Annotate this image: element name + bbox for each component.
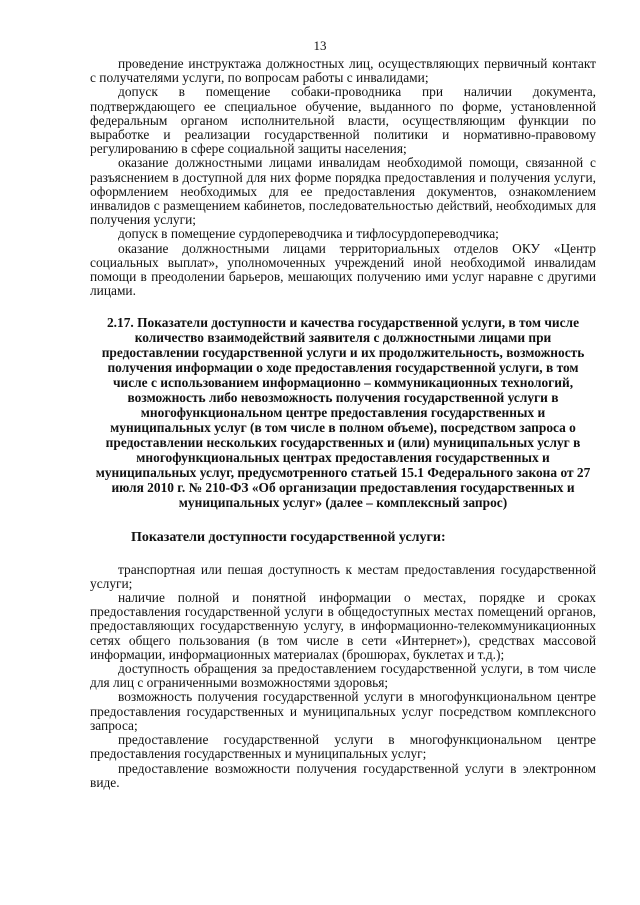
paragraph: транспортная или пешая доступность к местам предоставления государственной услуги; (90, 561, 596, 591)
paragraph: наличие полной и понятной информации о местах, порядке и сроках предоставления государственной услуги в общедоступных местах помещений органов, предоставляющих государственную услугу, в информационно-телекоммуникационных сетях общего пользования (в том числе в сети «Интернет»), средствах массовой информации, информационных материалах (брошюрах, буклетах и т.д.); (90, 590, 596, 662)
paragraph: возможность получения государственной услуги в многофункциональном центре предоставления государственных и муниципальных услуг посредством комплексного запроса; (90, 689, 596, 733)
section-heading: 2.17. Показатели доступности и качества государственной услуги, в том числе количество взаимодействий заявителя с должностными лицами при предоставлении государственной услуги и их продолжительность, возможность получения информации о ходе предоставления государственной услуги, в том числе с использованием информационно – коммуникационных технологий, возможность либо невозможность получения государственной услуги в многофункциональном центре предоставления государственных и муниципальных услуг (в том числе в полном объеме), посредством запроса о предоставлении нескольких государственных и (или) муниципальных услуг в многофункциональных центрах предоставления государственных и муниципальных услуг, предусмотренного статьей 15.1 Федерального закона от 27 июля 2010 г. № 210-ФЗ «Об организации предоставления государственных и муниципальных услуг» (далее – комплексный запрос) (95, 315, 591, 511)
page-number: 13 (313, 38, 327, 53)
paragraph: допуск в помещение сурдопереводчика и тифлосурдопереводчика; (118, 226, 499, 242)
paragraph: допуск в помещение собаки-проводника при наличии документа, подтверждающего ее специальное обучение, выданного по форме, установленной федеральным органом исполнительной власти, осуществляющим функции по выработке и реализации государственной политики и нормативно-правовому регулированию в сфере социальной защиты населения; (90, 84, 596, 157)
paragraph: доступность обращения за предоставлением государственной услуги, в том числе для лиц с ограниченными возможностями здоровья; (90, 661, 596, 691)
paragraph: оказание должностными лицами территориальных отделов ОКУ «Центр социальных выплат», уполномоченных учреждений иной необходимой инвалидам помощи в преодолении барьеров, мешающих получению ими услуг наравне с другими лицами. (90, 240, 596, 299)
paragraph: предоставление государственной услуги в многофункциональном центре предоставления государственных и муниципальных услуг; (90, 732, 596, 762)
paragraph: предоставление возможности получения государственной услуги в электронном виде. (90, 760, 596, 790)
paragraph: проведение инструктажа должностных лиц, осуществляющих первичный контакт с получателями услуги, по вопросам работы с инвалидами; (90, 56, 596, 86)
subheading: Показатели доступности государственной услуги: (131, 530, 446, 546)
paragraph: оказание должностными лицами инвалидам необходимой помощи, связанной с разъяснением в доступной для них форме порядка предоставления и получения услуги, оформлением необходимых для ее предоставления документов, ознакомлением инвалидов с размещением кабинетов, последовательностью действий, необходимых для получения услуги; (90, 155, 596, 228)
document-body (90, 57, 596, 790)
